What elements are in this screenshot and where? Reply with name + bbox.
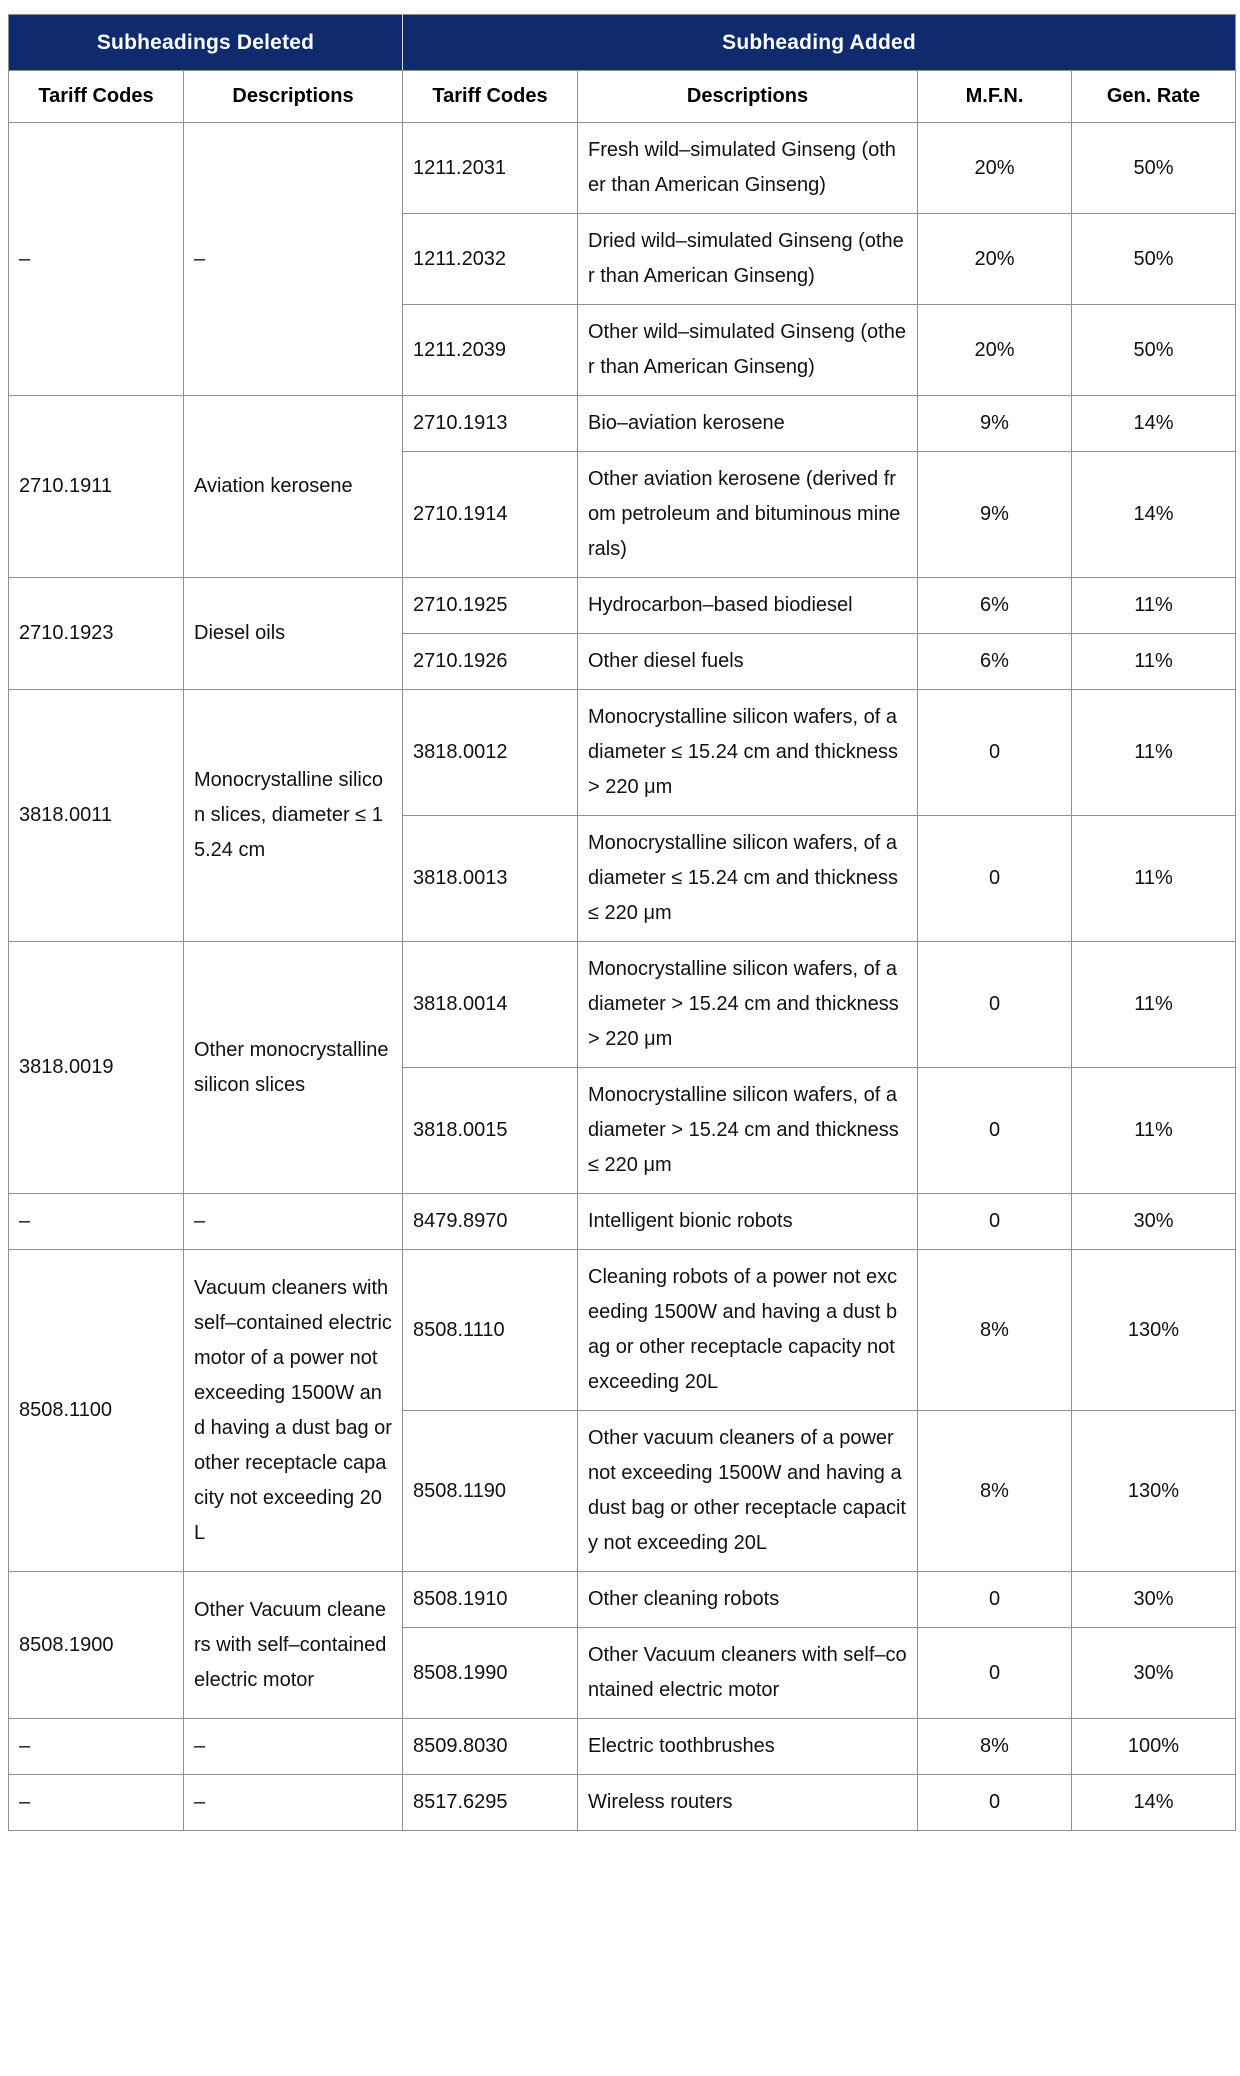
mfn-rate-cell: 0 [918,1572,1072,1628]
table-row [9,942,1236,1068]
added-tariff-code-cell: 2710.1913 [403,396,578,452]
mfn-rate-cell: 8% [918,1719,1072,1775]
general-rate-cell: 11% [1072,1068,1236,1194]
added-description-cell: Wireless routers [578,1775,918,1831]
deleted-tariff-code-cell: – [9,1194,184,1250]
added-description-cell: Other diesel fuels [578,634,918,690]
col-header-deleted-descriptions: Descriptions [184,71,403,123]
added-description-cell: Other Vacuum cleaners with self–contained electric motor [578,1628,918,1719]
general-rate-cell: 11% [1072,634,1236,690]
general-rate-cell: 11% [1072,816,1236,942]
added-tariff-code-cell: 8508.1910 [403,1572,578,1628]
mfn-rate-cell: 9% [918,452,1072,578]
general-rate-cell: 50% [1072,123,1236,214]
deleted-description-cell: Aviation kerosene [184,396,403,578]
mfn-rate-cell: 0 [918,1194,1072,1250]
deleted-description-cell: – [184,1775,403,1831]
table-row [9,1775,1236,1831]
col-header-added-tariff-codes: Tariff Codes [403,71,578,123]
general-rate-cell: 14% [1072,452,1236,578]
added-description-cell: Dried wild–simulated Ginseng (other than American Ginseng) [578,214,918,305]
general-rate-cell: 50% [1072,305,1236,396]
added-tariff-code-cell: 8509.8030 [403,1719,578,1775]
added-tariff-code-cell: 2710.1925 [403,578,578,634]
deleted-tariff-code-cell: 2710.1923 [9,578,184,690]
added-description-cell: Other wild–simulated Ginseng (other than American Ginseng) [578,305,918,396]
mfn-rate-cell: 8% [918,1250,1072,1411]
added-description-cell: Monocrystalline silicon wafers, of a diameter > 15.24 cm and thickness ≤ 220 μm [578,1068,918,1194]
col-header-deleted-tariff-codes: Tariff Codes [9,71,184,123]
added-tariff-code-cell: 8479.8970 [403,1194,578,1250]
added-tariff-code-cell: 3818.0015 [403,1068,578,1194]
tariff-table [8,14,1236,1831]
added-description-cell: Other aviation kerosene (derived from petroleum and bituminous minerals) [578,452,918,578]
added-tariff-code-cell: 2710.1914 [403,452,578,578]
deleted-tariff-code-cell: – [9,1775,184,1831]
general-rate-cell: 14% [1072,1775,1236,1831]
table-row [9,1719,1236,1775]
table-row [9,396,1236,452]
added-description-cell: Monocrystalline silicon wafers, of a diameter ≤ 15.24 cm and thickness > 220 μm [578,690,918,816]
mfn-rate-cell: 0 [918,942,1072,1068]
added-description-cell: Electric toothbrushes [578,1719,918,1775]
added-description-cell: Fresh wild–simulated Ginseng (other than American Ginseng) [578,123,918,214]
mfn-rate-cell: 20% [918,214,1072,305]
col-header-added-descriptions: Descriptions [578,71,918,123]
mfn-rate-cell: 20% [918,123,1072,214]
table-row [9,123,1236,214]
added-tariff-code-cell: 3818.0012 [403,690,578,816]
added-tariff-code-cell: 3818.0013 [403,816,578,942]
added-tariff-code-cell: 1211.2031 [403,123,578,214]
added-description-cell: Monocrystalline silicon wafers, of a diameter > 15.24 cm and thickness > 220 μm [578,942,918,1068]
deleted-description-cell: Vacuum cleaners with self–contained electric motor of a power not exceeding 1500W and having a dust bag or other receptacle capacity not exceeding 20L [184,1250,403,1572]
table-row [9,1250,1236,1411]
general-rate-cell: 11% [1072,690,1236,816]
added-tariff-code-cell: 1211.2032 [403,214,578,305]
mfn-rate-cell: 0 [918,816,1072,942]
mfn-rate-cell: 6% [918,634,1072,690]
added-description-cell: Bio–aviation kerosene [578,396,918,452]
mfn-rate-cell: 9% [918,396,1072,452]
deleted-description-cell: Other Vacuum cleaners with self–contained electric motor [184,1572,403,1719]
table-row [9,578,1236,634]
mfn-rate-cell: 8% [918,1411,1072,1572]
deleted-tariff-code-cell: 8508.1900 [9,1572,184,1719]
added-tariff-code-cell: 8508.1110 [403,1250,578,1411]
deleted-description-cell: – [184,123,403,396]
table-row [9,1194,1236,1250]
deleted-description-cell: – [184,1194,403,1250]
added-description-cell: Cleaning robots of a power not exceeding 1500W and having a dust bag or other receptacle capacity not exceeding 20L [578,1250,918,1411]
col-header-mfn: M.F.N. [918,71,1072,123]
added-description-cell: Intelligent bionic robots [578,1194,918,1250]
table-body [9,123,1236,1831]
header-subheadings-deleted: Subheadings Deleted [9,15,403,71]
added-description-cell: Other vacuum cleaners of a power not exceeding 1500W and having a dust bag or other receptacle capacity not exceeding 20L [578,1411,918,1572]
mfn-rate-cell: 0 [918,1628,1072,1719]
table-header [9,15,1236,123]
general-rate-cell: 11% [1072,942,1236,1068]
header-subheading-added: Subheading Added [403,15,1236,71]
mfn-rate-cell: 6% [918,578,1072,634]
added-description-cell: Monocrystalline silicon wafers, of a diameter ≤ 15.24 cm and thickness ≤ 220 μm [578,816,918,942]
added-tariff-code-cell: 8517.6295 [403,1775,578,1831]
general-rate-cell: 50% [1072,214,1236,305]
mfn-rate-cell: 0 [918,690,1072,816]
added-tariff-code-cell: 3818.0014 [403,942,578,1068]
deleted-tariff-code-cell: 8508.1100 [9,1250,184,1572]
general-rate-cell: 130% [1072,1250,1236,1411]
general-rate-cell: 30% [1072,1628,1236,1719]
deleted-tariff-code-cell: 3818.0011 [9,690,184,942]
added-tariff-code-cell: 8508.1990 [403,1628,578,1719]
deleted-tariff-code-cell: – [9,123,184,396]
mfn-rate-cell: 0 [918,1068,1072,1194]
added-tariff-code-cell: 8508.1190 [403,1411,578,1572]
added-description-cell: Hydrocarbon–based biodiesel [578,578,918,634]
added-tariff-code-cell: 2710.1926 [403,634,578,690]
table-row [9,690,1236,816]
mfn-rate-cell: 0 [918,1775,1072,1831]
header-group-row [9,15,1236,71]
general-rate-cell: 130% [1072,1411,1236,1572]
deleted-description-cell: – [184,1719,403,1775]
added-tariff-code-cell: 1211.2039 [403,305,578,396]
mfn-rate-cell: 20% [918,305,1072,396]
deleted-description-cell: Diesel oils [184,578,403,690]
column-header-row [9,71,1236,123]
deleted-tariff-code-cell: – [9,1719,184,1775]
deleted-description-cell: Monocrystalline silicon slices, diameter ≤ 15.24 cm [184,690,403,942]
table-row [9,1572,1236,1628]
general-rate-cell: 14% [1072,396,1236,452]
general-rate-cell: 30% [1072,1572,1236,1628]
deleted-description-cell: Other monocrystalline silicon slices [184,942,403,1194]
general-rate-cell: 11% [1072,578,1236,634]
deleted-tariff-code-cell: 3818.0019 [9,942,184,1194]
deleted-tariff-code-cell: 2710.1911 [9,396,184,578]
col-header-gen-rate: Gen. Rate [1072,71,1236,123]
added-description-cell: Other cleaning robots [578,1572,918,1628]
general-rate-cell: 30% [1072,1194,1236,1250]
general-rate-cell: 100% [1072,1719,1236,1775]
